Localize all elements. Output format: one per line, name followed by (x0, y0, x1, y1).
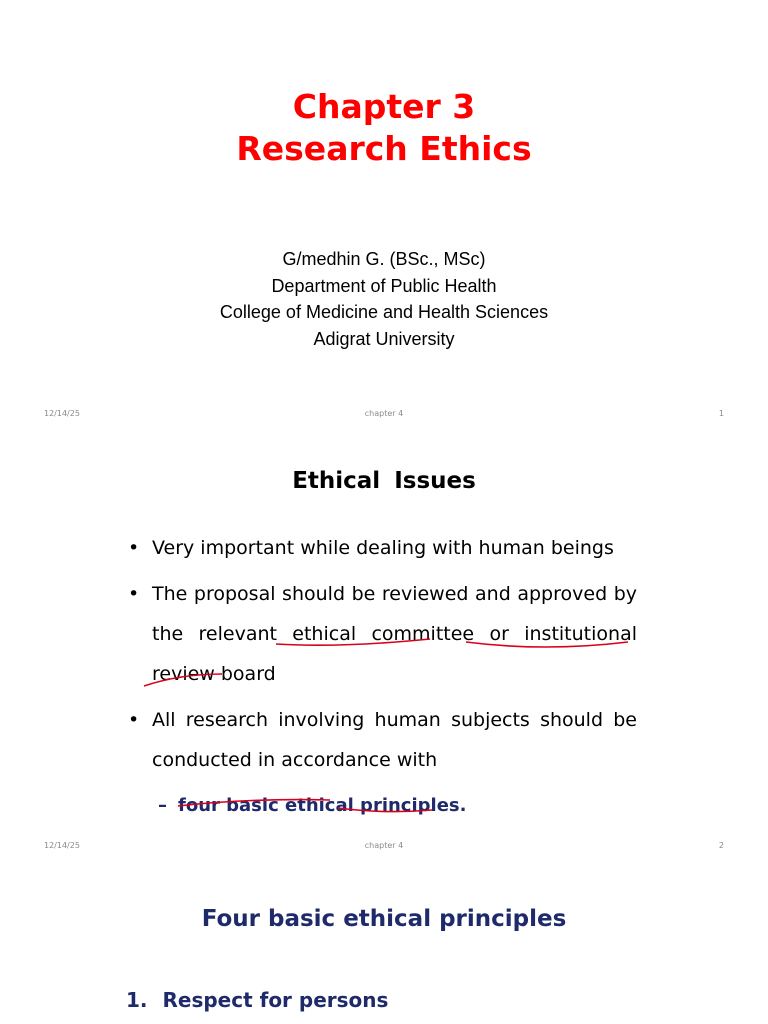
title-line-1: Chapter 3 (292, 87, 476, 126)
slide-title: Ethical Issues (292, 468, 476, 494)
author-block (0, 246, 768, 352)
university: Adigrat University (313, 328, 455, 349)
slide-1 (0, 0, 768, 432)
sub-bullet-text: four basic ethical principles. (178, 795, 467, 816)
slide-2 (0, 432, 768, 864)
footer-date: 12/14/25 (44, 841, 80, 850)
numbered-item (126, 988, 388, 1012)
bullet-item (128, 700, 637, 780)
item-label: Respect for persons (162, 988, 389, 1012)
bullet-item (128, 574, 637, 694)
bullet-text: All research involving human subjects should be conducted in accordance with (152, 709, 637, 771)
sub-bullet-item (128, 786, 637, 826)
bullet-icon: • (128, 537, 140, 559)
footer-chapter: chapter 4 (364, 409, 404, 418)
bullet-text: Very important while dealing with human beings (152, 537, 614, 559)
footer-date: 12/14/25 (44, 409, 80, 418)
footer-page-number: 2 (718, 841, 724, 850)
bullet-icon: • (128, 709, 140, 731)
footer-chapter: chapter 4 (364, 841, 404, 850)
item-number: 1. (126, 988, 148, 1012)
college: College of Medicine and Health Sciences (219, 302, 549, 322)
bullet-icon: • (128, 583, 140, 605)
slide-title (0, 86, 768, 170)
bullet-item (128, 528, 637, 568)
department: Department of Public Health (271, 275, 497, 296)
title-line-2: Research Ethics (236, 129, 532, 168)
author-name: G/medhin G. (BSc., MSc) (282, 249, 486, 269)
dash-marker: – (158, 795, 167, 816)
bullet-list (128, 528, 637, 826)
slide-title: Four basic ethical principles (201, 906, 567, 932)
slide-3 (0, 864, 768, 1024)
footer-page-number: 1 (718, 409, 724, 418)
bullet-text: The proposal should be reviewed and approved by the relevant ethical committee or institutional review board (152, 583, 637, 685)
